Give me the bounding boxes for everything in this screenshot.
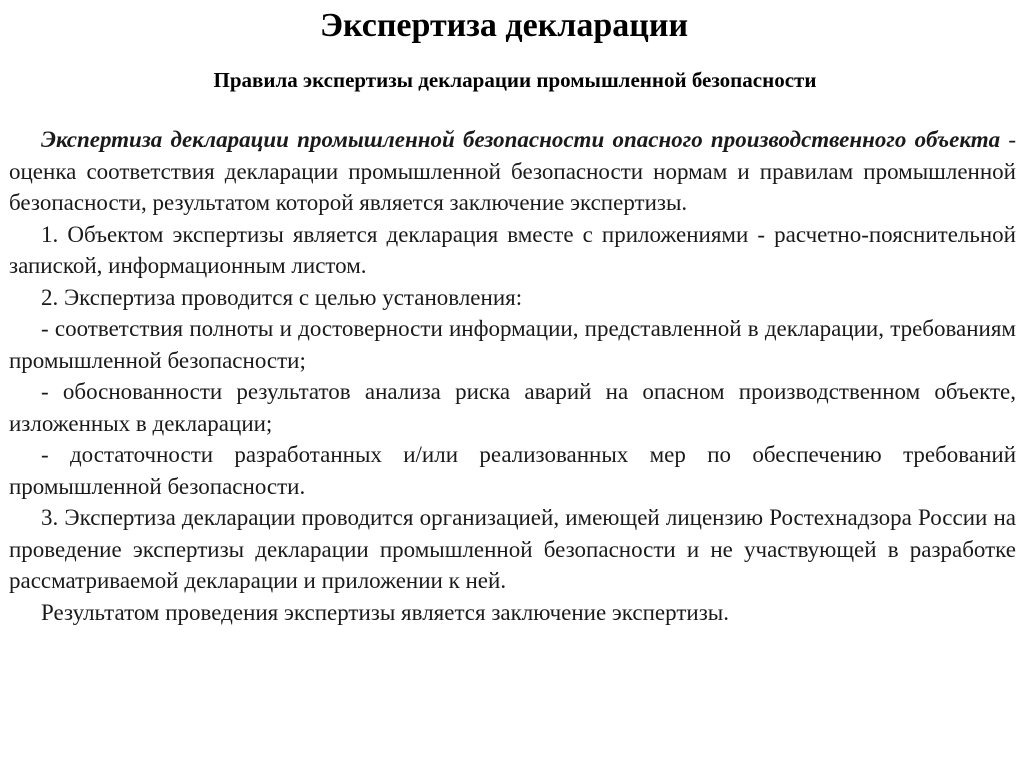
purpose-item-measures: - достаточности разработанных и/или реализованных мер по обеспечению требований промышленной безопасности. <box>9 442 1016 499</box>
purpose-paragraph: 2. Экспертиза проводится с целью установления: <box>41 284 523 310</box>
definition-paragraph <box>9 124 1016 219</box>
slide-body <box>9 124 1016 628</box>
organization-paragraph: 3. Экспертиза декларации проводится организацией, имеющей лицензию Ростехнадзора России на проведение экспертизы декларации промышленной безопасности и не участвующей в разработке рассматриваемой декларации и приложении к ней. <box>9 505 1016 593</box>
purpose-item-completeness: - соответствия полноты и достоверности информации, представленной в декларации, требованиям промышленной безопасности; <box>9 316 1016 373</box>
purpose-item-risk-analysis: - обоснованности результатов анализа риска аварий на опасном производственном объекте, изложенных в декларации; <box>9 379 1016 436</box>
result-paragraph: Результатом проведения экспертизы является заключение экспертизы. <box>41 599 729 625</box>
object-paragraph: 1. Объектом экспертизы является декларация вместе с приложениями - расчетно-пояснительной запиской, информационным листом. <box>9 221 1016 278</box>
slide-subtitle: Правила экспертизы декларации промышленной безопасности <box>213 68 817 92</box>
slide-title: Экспертиза декларации <box>319 7 689 44</box>
definition-text: - оценка соответствия декларации промышленной безопасности нормам и правилам промышленной безопасности, результатом которой является заключение экспертизы. <box>9 127 1016 215</box>
definition-term: Экспертиза декларации промышленной безопасности опасного производственного объекта <box>41 127 1001 152</box>
